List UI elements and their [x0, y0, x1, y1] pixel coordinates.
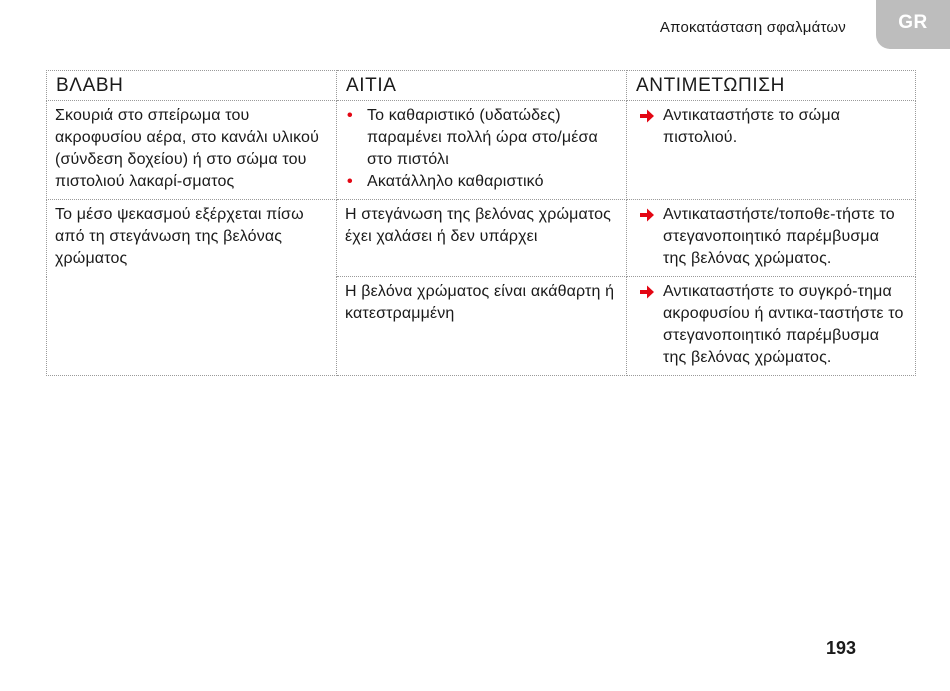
- red-arrow-right-icon: [637, 205, 657, 225]
- table-row: [47, 200, 916, 277]
- column-header-remedy: ΑΝΤΙΜΕΤΩΠΙΣΗ: [627, 71, 916, 101]
- remedy-cell: [627, 101, 916, 200]
- fault-cell: [47, 101, 337, 200]
- cause-text: Το καθαριστικό (υδατώδες) παραμένει πολλή ώρα στο/μέσα στο πιστόλι: [367, 107, 598, 168]
- red-arrow-right-icon: [637, 282, 657, 302]
- bullet-dot-icon: •: [347, 107, 353, 124]
- troubleshooting-table: [46, 70, 916, 376]
- remedy-item: [635, 204, 907, 270]
- language-tab: [876, 0, 950, 49]
- fault-text: Το μέσο ψεκασμού εξέρχεται πίσω από τη στεγάνωση της βελόνας χρώματος: [55, 206, 304, 267]
- column-header-cause: ΑΙΤΙΑ: [337, 71, 627, 101]
- cause-cell: [337, 200, 627, 277]
- cause-text: Η βελόνα χρώματος είναι ακάθαρτη ή κατεστραμμένη: [345, 283, 615, 322]
- remedy-item: [635, 281, 907, 369]
- remedy-text: Αντικαταστήστε το συγκρό-τημα ακροφυσίου ή αντικα-ταστήστε το στεγανοποιητικό παρέμβυσμα της βελόνας χρώματος.: [663, 283, 904, 366]
- remedy-item: [635, 105, 907, 149]
- section-title: Αποκατάσταση σφαλμάτων: [659, 19, 846, 36]
- cause-list-item: [345, 105, 618, 171]
- cause-cell: [337, 101, 627, 200]
- table-row: [47, 101, 916, 200]
- cause-list-item: [345, 171, 618, 193]
- cause-list: [345, 105, 618, 193]
- red-arrow-right-icon: [637, 106, 657, 126]
- cause-text: Ακατάλληλο καθαριστικό: [367, 173, 544, 190]
- fault-text: Σκουριά στο σπείρωμα του ακροφυσίου αέρα, στο κανάλι υλικού (σύνδεση δοχείου) ή στο σώμα του πιστολιού λακαρί-σματος: [55, 107, 319, 190]
- cause-text: Η στεγάνωση της βελόνας χρώματος έχει χαλάσει ή δεν υπάρχει: [345, 206, 612, 245]
- remedy-text: Αντικαταστήστε/τοποθε-τήστε το στεγανοποιητικό παρέμβυσμα της βελόνας χρώματος.: [663, 206, 895, 267]
- fault-cell: [47, 200, 337, 376]
- bullet-dot-icon: •: [347, 173, 353, 190]
- column-header-fault: ΒΛΑΒΗ: [47, 71, 337, 101]
- remedy-cell: [627, 200, 916, 277]
- remedy-cell: [627, 277, 916, 376]
- cause-cell: [337, 277, 627, 376]
- page-number: 193: [826, 638, 857, 658]
- remedy-text: Αντικαταστήστε το σώμα πιστολιού.: [663, 107, 841, 146]
- table-header-row: [47, 71, 916, 101]
- language-tab-label: GR: [898, 12, 928, 33]
